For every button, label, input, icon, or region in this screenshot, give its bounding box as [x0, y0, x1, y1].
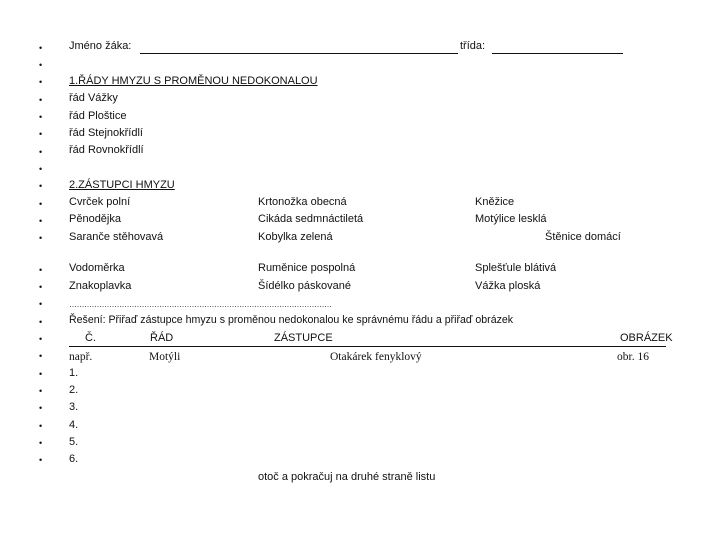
example-label: např.: [69, 351, 93, 363]
species-item: Kobylka zelená: [258, 231, 333, 243]
dotted-separator: ……………………………………………………………………………………………: [69, 300, 332, 309]
species-item: Kněžice: [475, 196, 515, 208]
bullet: •: [39, 164, 43, 174]
class-underline: [492, 53, 623, 54]
species-item: Vodoměrka: [69, 262, 125, 274]
species-item: Saranče stěhovavá: [69, 231, 164, 243]
bullet: •: [39, 299, 43, 309]
order-item: řád Vážky: [69, 92, 118, 104]
table-header-order: ŘÁD: [150, 332, 174, 344]
bullet: •: [39, 95, 43, 105]
bullet: •: [39, 265, 43, 275]
bullet: •: [39, 421, 43, 431]
species-item: Krtonožka obecná: [258, 196, 347, 208]
species-item: Splešťule blátivá: [475, 262, 557, 274]
bullet: •: [39, 403, 43, 413]
bullet: •: [39, 199, 43, 209]
table-header-underline: [69, 346, 666, 347]
footer-note: otoč a pokračuj na druhé straně listu: [258, 471, 436, 483]
bullet: •: [39, 282, 43, 292]
species-item: Ruměnice pospolná: [258, 262, 356, 274]
order-item: řád Rovnokřídlí: [69, 144, 144, 156]
table-row-number: 3.: [69, 401, 79, 413]
bullet: •: [39, 233, 43, 243]
table-row-number: 5.: [69, 436, 79, 448]
example-order: Motýli: [149, 351, 181, 363]
species-item: Šídélko páskované: [258, 280, 351, 292]
class-label: třída:: [460, 40, 486, 52]
bullet: •: [39, 77, 43, 87]
species-item: Cikáda sedmnáctiletá: [258, 213, 364, 225]
section1-title: 1.ŘÁDY HMYZU S PROMĚNOU NEDOKONALOU: [69, 75, 318, 87]
table-row-number: 2.: [69, 384, 79, 396]
task-instruction: Řešení: Přiřaď zástupce hmyzu s proměnou nedokonalou ke správnému řádu a přiřaď obrázek: [69, 314, 514, 326]
species-item: Cvrček polní: [69, 196, 131, 208]
bullet: •: [39, 216, 43, 226]
bullet: •: [39, 455, 43, 465]
table-header-species: ZÁSTUPCE: [274, 332, 333, 344]
species-item: Vážka ploská: [475, 280, 541, 292]
bullet: •: [39, 317, 43, 327]
table-row-number: 6.: [69, 453, 79, 465]
table-row-number: 4.: [69, 419, 79, 431]
section2-title: 2.ZÁSTUPCI HMYZU: [69, 179, 175, 191]
bullet: •: [39, 369, 43, 379]
bullet: •: [39, 334, 43, 344]
species-item: Štěnice domácí: [545, 231, 621, 243]
bullet: •: [39, 351, 43, 361]
table-header-image: OBRÁZEK: [620, 332, 673, 344]
order-item: řád Stejnokřídlí: [69, 127, 143, 139]
species-item: Znakoplavka: [69, 280, 132, 292]
example-species: Otakárek fenyklový: [330, 351, 422, 363]
bullet: •: [39, 112, 43, 122]
table-row-number: 1.: [69, 367, 79, 379]
bullet: •: [39, 438, 43, 448]
bullet: •: [39, 386, 43, 396]
bullet: •: [39, 181, 43, 191]
bullet: •: [39, 147, 43, 157]
bullet: •: [39, 60, 43, 70]
table-header-number: Č.: [85, 332, 96, 344]
example-image: obr. 16: [617, 351, 649, 363]
species-item: Motýlice lesklá: [475, 213, 547, 225]
bullet: •: [39, 129, 43, 139]
name-label: Jméno žáka:: [69, 40, 132, 52]
name-underline: [140, 53, 458, 54]
bullet: •: [39, 43, 43, 53]
species-item: Pěnodějka: [69, 213, 121, 225]
order-item: řád Ploštice: [69, 110, 127, 122]
